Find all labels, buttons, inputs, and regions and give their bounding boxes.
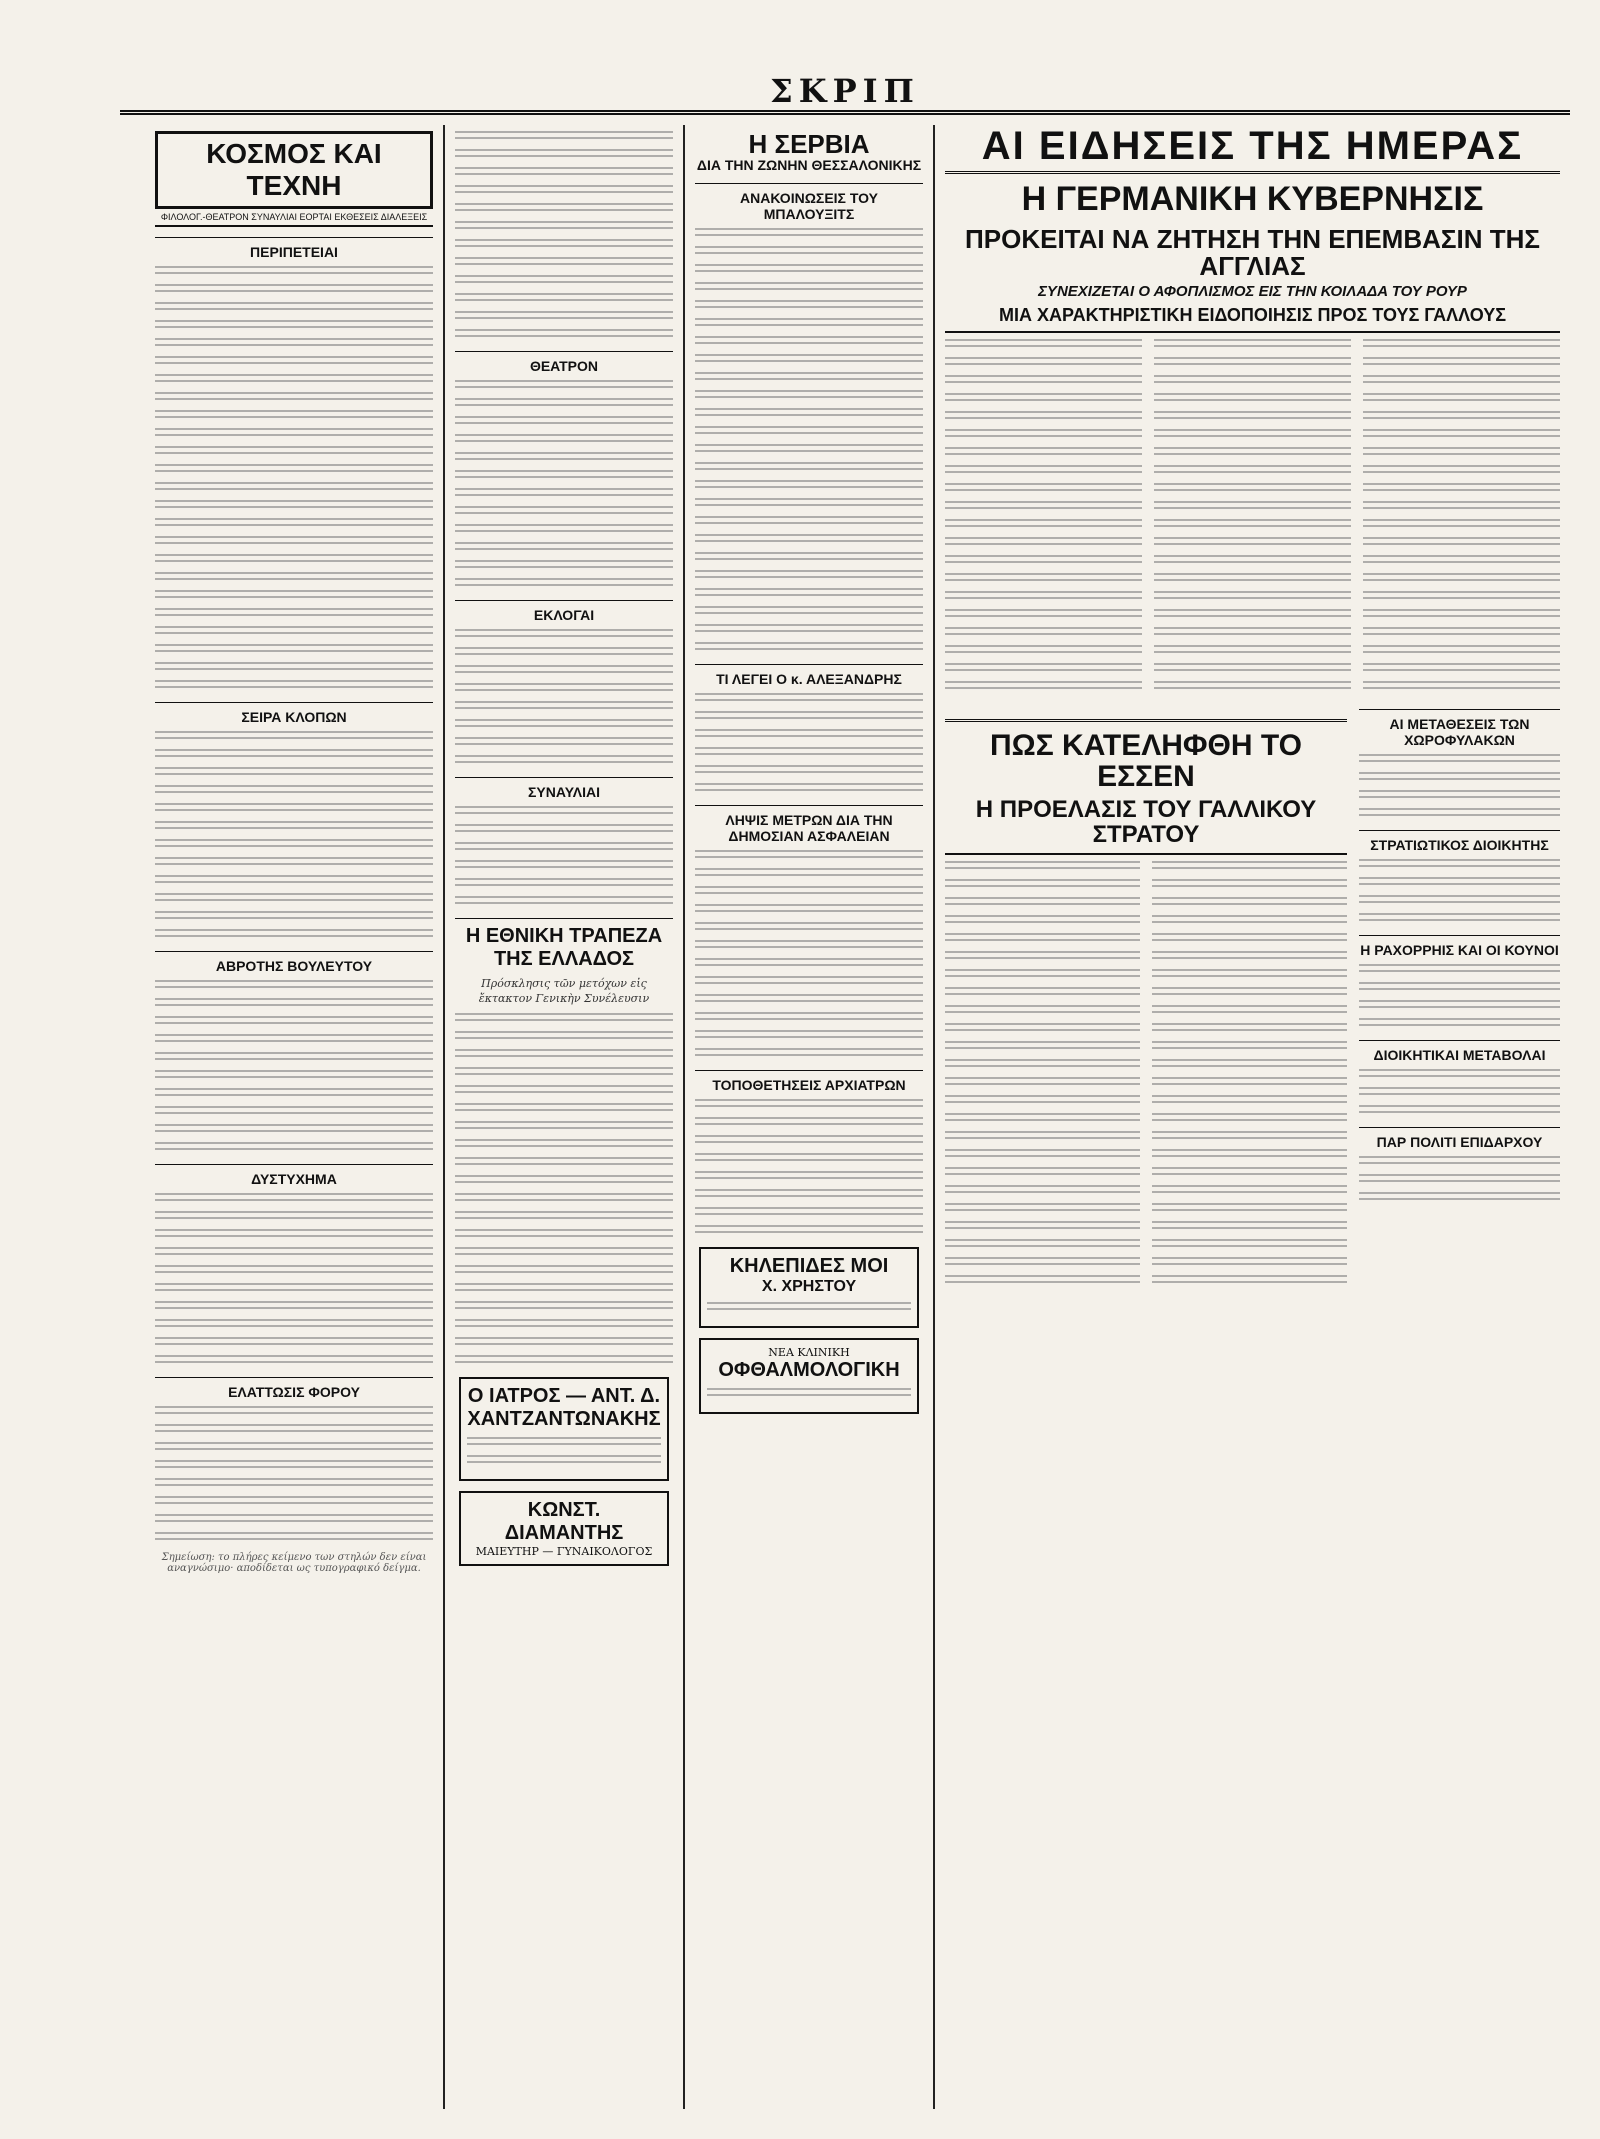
advertisement — [459, 1377, 669, 1481]
news-lower — [945, 699, 1560, 1293]
column-theatre — [445, 125, 685, 2109]
essen-story — [945, 699, 1347, 1293]
sub-heading: ΑΒΡΟΤΗΣ ΒΟΥΛΕΥΤΟΥ — [155, 951, 433, 974]
article-body — [695, 228, 923, 654]
article-body — [455, 806, 673, 908]
sub-heading: ΠΑΡ ΠΟΛΙΤΙ ΕΠΙΔΑΡΧΟΥ — [1359, 1127, 1560, 1150]
article-body — [455, 131, 673, 341]
ad-subtitle: ΜΑΙΕΥΤΗΡ — ΓΥΝΑΙΚΟΛΟΓΟΣ — [475, 1544, 653, 1558]
sub-heading: ΛΗΨΙΣ ΜΕΤΡΩΝ ΔΙΑ ΤΗΝ ΔΗΜΟΣΙΑΝ ΑΣΦΑΛΕΙΑΝ — [695, 805, 923, 844]
sub-heading: ΑΙ ΜΕΤΑΘΕΣΕΙΣ ΤΩΝ ΧΩΡΟΦΥΛΑΚΩΝ — [1359, 709, 1560, 748]
article-body — [695, 1099, 923, 1237]
sub-heading: ΣΕΙΡΑ ΚΛΟΠΩΝ — [155, 702, 433, 725]
sub-heading: ΣΤΡΑΤΙΩΤΙΚΟΣ ΔΙΟΙΚΗΤΗΣ — [1359, 830, 1560, 853]
sub-heading: ΔΥΣΤΥΧΗΜΑ — [155, 1164, 433, 1187]
bank-title: Η ΕΘΝΙΚΗ ΤΡΑΠΕΖΑ ΤΗΣ ΕΛΛΑΔΟΣ — [455, 918, 673, 971]
columns — [145, 125, 1570, 2109]
article-body — [1359, 1069, 1560, 1117]
article-body — [695, 850, 923, 1060]
serbia-title: Η ΣΕΡΒΙΑ — [748, 129, 870, 159]
article-body — [155, 266, 433, 692]
article-body — [945, 855, 1140, 1293]
article-body — [455, 629, 673, 767]
clinic-pre: ΝΕΑ ΚΛΙΝΙΚΗ — [768, 1345, 850, 1359]
article-body — [1363, 333, 1560, 699]
article-body — [455, 380, 673, 590]
article-body — [1359, 1156, 1560, 1204]
article-body — [1154, 333, 1351, 699]
headline-german-government: Η ΓΕΡΜΑΝΙΚΗ ΚΥΒΕΡΝΗΣΙΣ — [1021, 180, 1484, 218]
article-body — [1152, 855, 1347, 1293]
headline-advance: Η ΠΡΟΕΛΑΣΙΣ ΤΟΥ ΓΑΛΛΙΚΟΥ ΣΤΡΑΤΟΥ — [945, 797, 1347, 855]
article-body — [1359, 859, 1560, 925]
sub-heading: ΤΙ ΛΕΓΕΙ Ο κ. ΑΛΕΞΑΝΔΡΗΣ — [695, 664, 923, 687]
sub-heading: ΘΕΑΤΡΟΝ — [455, 351, 673, 374]
bank-subtitle: Πρόσκλησις τῶν μετόχων εἰς ἔκτακτον Γενικὴν Συνέλευσιν — [478, 977, 650, 1005]
article-body — [455, 1013, 673, 1367]
essen-body — [945, 855, 1347, 1293]
section-title-kosmos: ΚΟΣΜΟΣ ΚΑΙ ΤΕΧΝΗ — [155, 131, 433, 209]
advertisement — [699, 1247, 919, 1328]
sub-heading: ΕΚΛΟΓΑΙ — [455, 600, 673, 623]
article-body — [155, 731, 433, 941]
sub-heading: ΑΝΑΚΟΙΝΩΣΕΙΣ ΤΟΥ ΜΠΑΛΟΥΞΙΤΣ — [695, 183, 923, 222]
sub-heading: ΠΕΡΙΠΕΤΕΙΑΙ — [155, 237, 433, 260]
article-body — [945, 333, 1142, 699]
headline-notice: ΜΙΑ ΧΑΡΑΚΤΗΡΙΣΤΙΚΗ ΕΙΔΟΠΟΙΗΣΙΣ ΠΡΟΣ ΤΟΥΣ ΓΑΛΛΟΥΣ — [945, 306, 1560, 333]
sub-heading: ΕΛΑΤΤΩΣΙΣ ΦΟΡΟΥ — [155, 1377, 433, 1400]
clinic-title: ΟΦΘΑΛΜΟΛΟΓΙΚΗ — [718, 1358, 900, 1381]
ad-title: Ο ΙΑΤΡΟΣ — ΑΝΤ. Δ. ΧΑΝΤΖΑΝΤΩΝΑΚΗΣ — [467, 1384, 661, 1430]
advertisement — [699, 1338, 919, 1414]
masthead — [120, 70, 1570, 115]
article-body — [1359, 964, 1560, 1030]
article-body — [1359, 754, 1560, 820]
article-body — [155, 1193, 433, 1367]
masthead-title: ΣΚΡΙΠ — [770, 72, 920, 110]
daily-news-title: ΑΙ ΕΙΔΗΣΕΙΣ ΤΗΣ ΗΜΕΡΑΣ — [945, 125, 1560, 174]
sub-heading: ΔΙΟΙΚΗΤΙΚΑΙ ΜΕΤΑΒΟΛΑΙ — [1359, 1040, 1560, 1063]
headline-ruhr: ΣΥΝΕΧΙΖΕΤΑΙ Ο ΑΦΟΠΛΙΣΜΟΣ ΕΙΣ ΤΗΝ ΚΟΙΛΑΔΑ ΤΟΥ ΡΟΥΡ — [1038, 283, 1467, 301]
column-kosmos — [145, 125, 445, 2109]
ad-title: ΚΗΛΕΠΙΔΕΣ ΜΟΙ — [729, 1254, 889, 1277]
section-subtitle-kosmos: ΦΙΛΟΛΟΓ.-ΘΕΑΤΡΟΝ ΣΥΝΑΥΛΙΑΙ ΕΟΡΤΑΙ ΕΚΘΕΣΕΙΣ ΔΙΑΛΕΞΕΙΣ — [155, 209, 433, 227]
article-body — [155, 980, 433, 1154]
article-body — [155, 1406, 433, 1544]
side-briefs — [1359, 699, 1560, 1293]
headline-england: ΠΡΟΚΕΙΤΑΙ ΝΑ ΖΗΤΗΣΗ ΤΗΝ ΕΠΕΜΒΑΣΙΝ ΤΗΣ ΑΓΓΛΙΑΣ — [965, 223, 1540, 281]
news-subcolumns — [945, 333, 1560, 699]
advertisement — [459, 1491, 669, 1566]
ad-name: Χ. ΧΡΗΣΤΟΥ — [761, 1277, 857, 1295]
column-serbia — [685, 125, 935, 2109]
headline-essen: ΠΩΣ ΚΑΤΕΛΗΦΘΗ ΤΟ ΕΣΣΕΝ — [945, 719, 1347, 793]
serbia-subtitle: ΔΙΑ ΤΗΝ ΖΩΝΗΝ ΘΕΣΣΑΛΟΝΙΚΗΣ — [696, 157, 922, 174]
article-body — [695, 693, 923, 795]
sub-heading: ΣΥΝΑΥΛΙΑΙ — [455, 777, 673, 800]
sub-heading: Η ΡΑΧΟΡΡΗΙΣ ΚΑΙ ΟΙ ΚΟΥΝΟΙ — [1359, 935, 1560, 958]
column-news — [935, 125, 1570, 2109]
sub-heading: ΤΟΠΟΘΕΤΗΣΕΙΣ ΑΡΧΙΑΤΡΩΝ — [695, 1070, 923, 1093]
ad-title: ΚΩΝΣΤ. ΔΙΑΜΑΝΤΗΣ — [504, 1498, 624, 1544]
legibility-note: Σημείωση: το πλήρες κείμενο των στηλών δεν είναι αναγνώσιμο· αποδίδεται ως τυπογραφικό δείγμα. — [161, 1552, 427, 1574]
